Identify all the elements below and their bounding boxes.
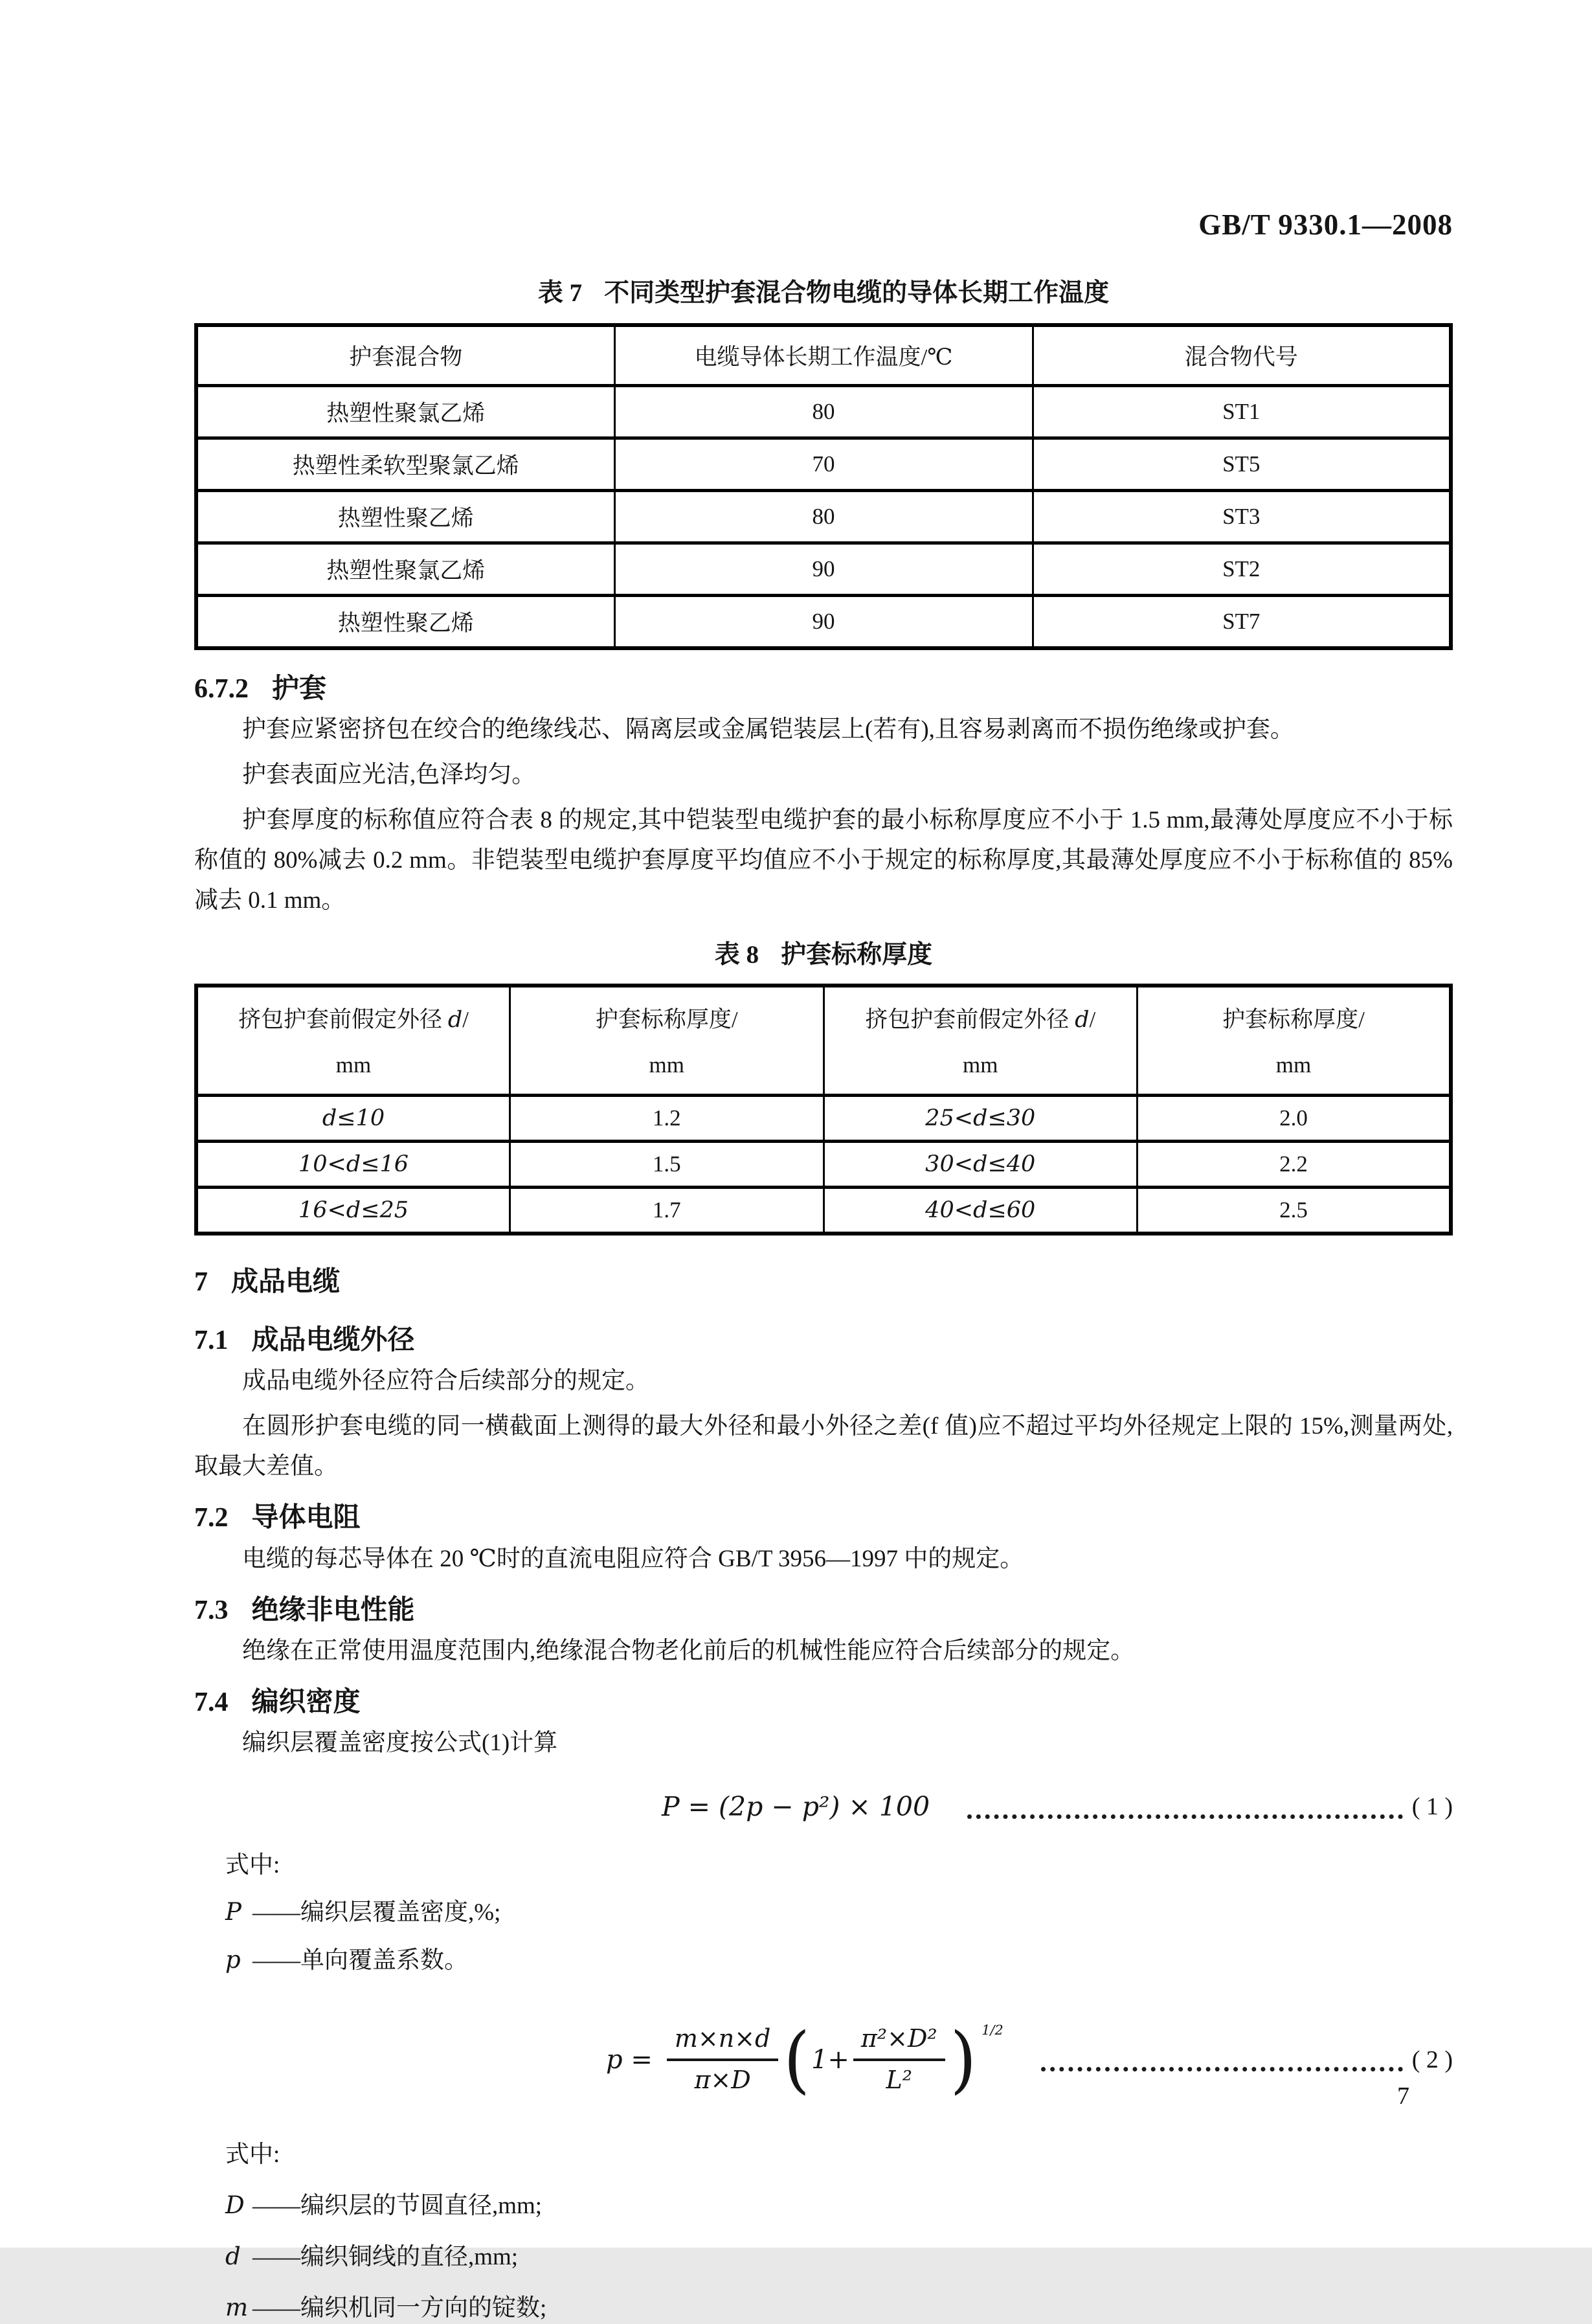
formula-2-expression [606,2016,1003,2103]
open-paren: ( [783,2016,810,2103]
fraction [853,2025,945,2094]
header-line: 护套标称厚度/ [1222,1006,1365,1032]
table-cell: 2.2 [1138,1141,1452,1187]
table-row [196,385,1451,438]
table-cell: ST2 [1033,543,1451,595]
table-cell: 10<d≤16 [196,1141,510,1187]
section-number: 7.1 [194,1326,229,1356]
paragraph: 电缆的每芯导体在 20 ℃时的直流电阻应符合 GB/T 3956—1997 中的规定。 [242,1545,1024,1572]
dash: —— [252,2243,300,2270]
table7-header-cell: 混合物代号 [1033,325,1451,386]
table-cell: 90 [614,595,1033,648]
table-cell: 30<d≤40 [824,1141,1138,1187]
section-title: 成品电缆外径 [251,1326,415,1356]
formula-1-number: ( 1 ) [1411,1793,1453,1821]
definition-text: 编织层覆盖密度,%; [300,1899,501,1926]
section-6-7-2-heading [194,673,1453,705]
table-cell: 80 [614,490,1033,543]
dash: —— [252,2192,300,2219]
header-unit: mm [649,1052,684,1077]
definition-item [194,2292,1453,2324]
section-title: 编织密度 [251,1687,361,1718]
header-unit: mm [1275,1052,1312,1077]
section-title: 护套 [272,673,327,704]
formula-2-number: ( 2 ) [1411,2046,1453,2073]
definition-text: 编织铜线的直径,mm; [300,2243,519,2270]
paragraph: 护套应紧密挤包在绞合的绝缘线芯、隔离层或金属铠装层上(若有),且容易剥离而不损伤绝缘或护套。 [242,716,1294,743]
table7-header-cell: 电缆导体长期工作温度/℃ [614,325,1033,386]
table8-header-cell [510,986,824,1096]
definition-text: 编织机同一方向的锭数; [300,2294,547,2321]
table-cell: 热塑性聚乙烯 [196,490,614,543]
table-row [196,595,1451,648]
table-cell: 80 [614,385,1033,438]
table-cell: 90 [614,543,1033,595]
table-cell: 2.5 [1138,1187,1452,1234]
numerator: m×n×d [667,2025,779,2061]
paragraph: 在圆形护套电缆的同一横截面上测得的最大外径和最小外径之差(f 值)应不超过平均外径规定上限的 15%,测量两处,取最大差值。 [194,1413,1453,1480]
exponent: 1/2 [981,2022,1003,2038]
page-number: 7 [1397,2082,1409,2110]
definition-text: 编织层的节圆直径,mm; [300,2192,543,2219]
dash: —— [252,1899,300,1926]
section-7-2-heading [194,1502,1453,1533]
math-variable: m [225,2293,249,2321]
table8-caption-text: 护套标称厚度 [781,941,933,969]
table-cell: 40<d≤60 [824,1187,1138,1234]
table-cell: 70 [614,438,1033,490]
table-row [196,543,1451,595]
section-number: 7.3 [194,1595,229,1625]
section-number: 7 [194,1267,208,1297]
table-cell: ST1 [1033,385,1451,438]
header-unit: mm [963,1052,998,1077]
math-variable: P [225,1898,241,1926]
section-number: 7.2 [194,1503,229,1533]
table8-header-cell [824,986,1138,1096]
table7-header-row [196,325,1451,386]
dotted-leader [967,1795,1403,1819]
paragraph: 护套表面应光洁,色泽均匀。 [242,762,536,789]
definition-item [194,2190,1453,2222]
table7-caption-label: 表 7 [537,279,583,307]
math-variable: d [447,1006,463,1033]
paragraph: 绝缘在正常使用温度范围内,绝缘混合物老化前后的机械性能应符合后续部分的规定。 [242,1638,1135,1665]
standard-number: GB/T 9330.1—2008 [1198,209,1453,241]
paragraph: 成品电缆外径应符合后续部分的规定。 [242,1368,649,1395]
table-cell: 热塑性柔软型聚氯乙烯 [196,438,614,490]
math-variable: d [225,2242,241,2270]
formula-2 [194,1998,1453,2121]
table8-header-cell [1138,986,1452,1096]
definitions-block [194,2139,1453,2324]
table8-caption-label: 表 8 [714,941,759,969]
close-paren: ) [950,2016,977,2103]
formula-1 [194,1781,1453,1832]
section-7-heading [194,1267,1453,1298]
section-number: 7.4 [194,1687,229,1718]
formula-inner-term: 1+ [811,2044,849,2075]
definition-item [194,1945,1453,1976]
table-row [196,438,1451,490]
table7-caption-text: 不同类型护套混合物电缆的导体长期工作温度 [604,279,1110,307]
table-row [196,1187,1451,1234]
table-row [196,490,1451,543]
fraction [667,2025,779,2094]
header-line: 挤包护套前假定外径 d/ [238,1006,469,1033]
table-cell: ST7 [1033,595,1451,648]
math-variable: d [1075,1006,1090,1033]
definition-item [194,1897,1453,1928]
table-cell: 热塑性聚氯乙烯 [196,543,614,595]
dotted-leader [1041,2048,1403,2071]
dash: —— [252,1946,300,1974]
table8-caption [194,940,1453,971]
table8 [194,984,1453,1235]
table7-header-cell: 护套混合物 [196,325,614,386]
formula-lhs: p = [606,2044,653,2075]
table-cell: 1.2 [510,1095,824,1141]
denominator: L² [886,2065,913,2094]
table7 [194,323,1453,650]
table-cell: d≤10 [196,1095,510,1141]
dash: —— [252,2294,300,2321]
table-cell: 25<d≤30 [824,1095,1138,1141]
header-unit: mm [335,1052,372,1077]
where-clause: 式中: [225,2141,280,2168]
table-cell: ST3 [1033,490,1451,543]
table-cell: 16<d≤25 [196,1187,510,1234]
table-cell: 热塑性聚乙烯 [196,595,614,648]
denominator: π×D [694,2065,751,2094]
section-7-3-heading [194,1595,1453,1626]
math-variable: p [225,1945,241,1974]
table-cell: ST5 [1033,438,1451,490]
math-variable: D [225,2191,245,2219]
paragraph: 护套厚度的标称值应符合表 8 的规定,其中铠装型电缆护套的最小标称厚度应不小于 1.5 mm,最薄处厚度应不小于标称值的 80%减去 0.2 mm。非铠装型电缆护套厚度平均值应不小于规定的标称厚度,其最薄处厚度应不小于标称值的 85%减去 0.1 mm。 [194,807,1453,914]
section-title: 导体电阻 [251,1503,361,1533]
section-number: 6.7.2 [194,673,249,704]
table-row [196,1095,1451,1141]
table-cell: 1.5 [510,1141,824,1187]
definition-text: 单向覆盖系数。 [300,1946,468,1974]
table7-caption [194,278,1453,309]
section-7-1-heading [194,1325,1453,1356]
header-line: 护套标称厚度/ [595,1006,738,1032]
table8-header-cell [196,986,510,1096]
header-line: 挤包护套前假定外径 d/ [865,1006,1096,1033]
paragraph: 编织层覆盖密度按公式(1)计算 [242,1730,558,1757]
table8-header-row [196,986,1451,1096]
formula-1-expression: P = (2p − p²) × 100 [662,1791,930,1823]
section-title: 绝缘非电性能 [251,1595,415,1625]
section-7-4-heading [194,1687,1453,1718]
table-row [196,1141,1451,1187]
numerator: π²×D² [853,2025,945,2061]
table-cell: 1.7 [510,1187,824,1234]
table-cell: 热塑性聚氯乙烯 [196,385,614,438]
definition-item [194,2241,1453,2273]
section-title: 成品电缆 [231,1267,341,1297]
where-clause: 式中: [225,1852,280,1879]
table-cell: 2.0 [1138,1095,1452,1141]
